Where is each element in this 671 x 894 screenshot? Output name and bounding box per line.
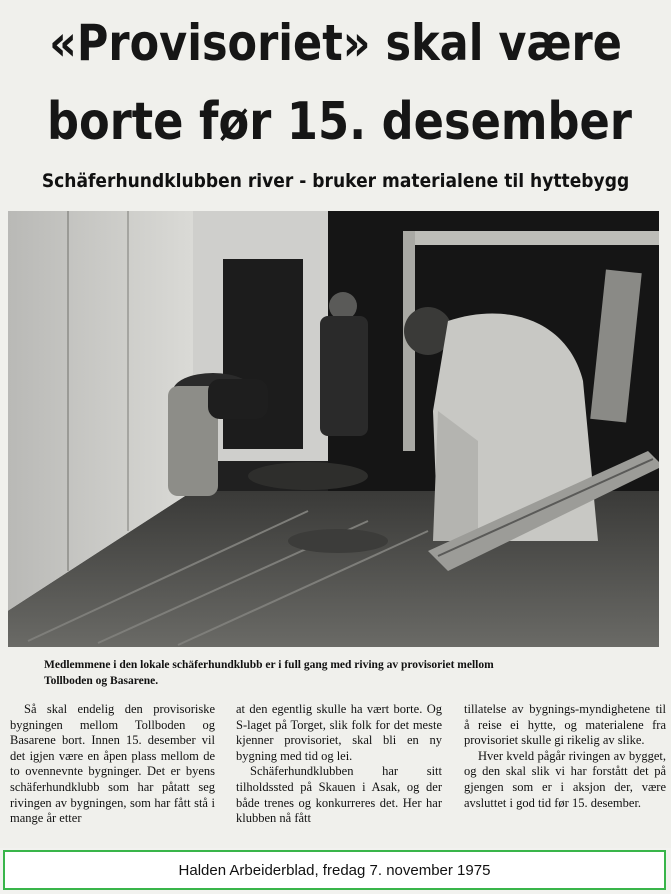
caption-line-1: Medlemmene i den lokale schäferhundklubb er i full gang med riving av provisoriet mellom [44, 659, 494, 671]
paragraph: at den egentlig skulle ha vært borte. Og S-laget på Torget, slik folk for det meste kjenner provisoriet, skal bli en ny bygning med tid og lei. [236, 702, 442, 763]
paragraph: Hver kveld pågår rivingen av bygget, og den skal slik vi har forstått det på gjengen som er i aksjon der, være avsluttet i god tid før 15. desember. [464, 748, 666, 810]
subheadline: Schäferhundklubben river - bruker materialene til hyttebygg [41, 170, 630, 192]
paragraph: tillatelse av bygnings-myndighetene til å reise ei hytte, og materialene fra provisoriet skulle gi rikelig av slike. [464, 702, 666, 748]
caption-line-2: Tollboden og Basarene. [44, 675, 159, 687]
paragraph: Schäferhundklubben har sitt tilholdssted på Skauen i Asak, og der både trenes og konkurreres det. Her har klubben nå fått [236, 764, 442, 826]
demolition-scene-image [8, 211, 659, 647]
paragraph: Så skal endelig den provisoriske bygningen mellom Tollboden og Basarene bort. Innen 15. desember vil det igjen være en åpen plass mellom de to ovennevnte bygninger. Det er byens schäferhundklubb som har påtatt seg rivingen av bygningen, som har fått stå i mange år etter [10, 702, 215, 826]
photo-caption [44, 657, 644, 689]
text-column-3 [464, 702, 666, 811]
article-photo [8, 211, 659, 647]
source-footer [3, 850, 666, 890]
text-column-2 [236, 702, 442, 827]
source-citation: Halden Arbeiderblad, fredag 7. november 1975 [178, 861, 491, 879]
headline-line-2: borte før 15. desember [46, 92, 632, 152]
text-column-1 [10, 702, 215, 827]
headline-line-1: «Provisoriet» skal være [49, 14, 622, 72]
